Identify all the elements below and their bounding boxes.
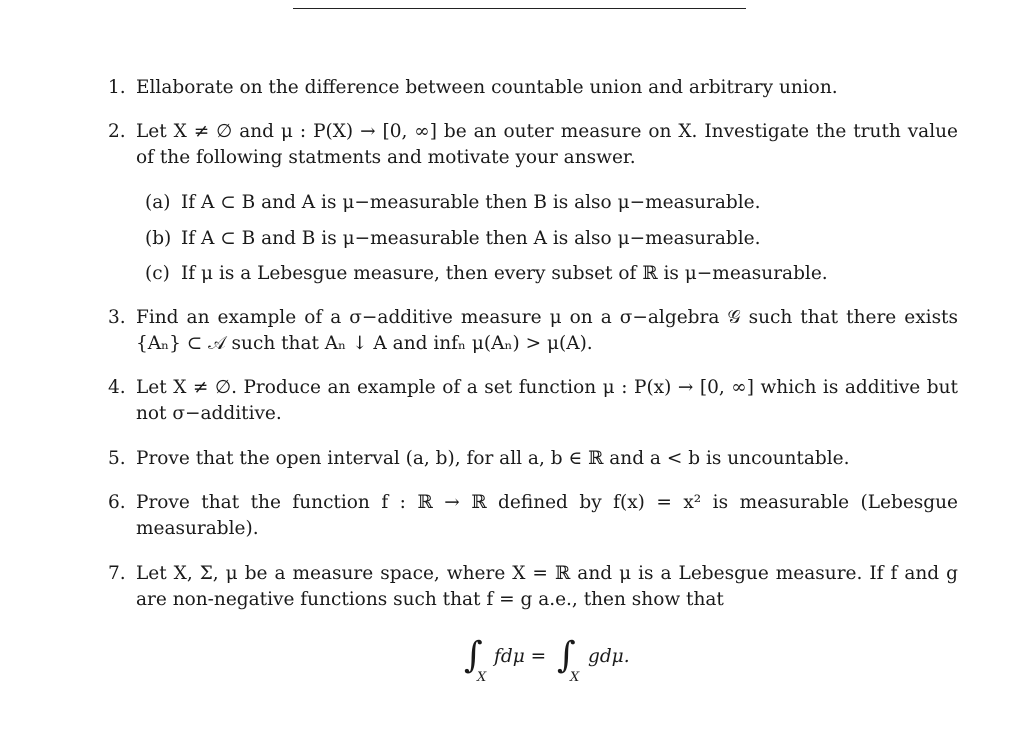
integral-equation xyxy=(460,636,660,686)
question-1 xyxy=(108,75,958,101)
question-text: Prove that the open interval (a, b), for all a, b ∈ ℝ and a < b is uncountable. xyxy=(136,448,850,469)
question-2-part-a xyxy=(145,190,945,216)
integral-domain-right: X xyxy=(570,670,580,685)
integral-domain-left: X xyxy=(477,670,487,685)
question-number: 1. xyxy=(108,77,126,98)
question-text: Ellaborate on the difference between countable union and arbitrary union. xyxy=(136,77,838,98)
part-text: If A ⊂ B and B is μ−measurable then A is also μ−measurable. xyxy=(181,228,761,249)
part-label: (c) xyxy=(145,263,170,284)
question-text: Let X, Σ, μ be a measure space, where X = ℝ and μ is a Lebesgue measure. If f and g are non-negative functions such that f = g a.e., then show that xyxy=(136,563,958,610)
part-label: (a) xyxy=(145,192,171,213)
question-2-part-c xyxy=(145,261,945,287)
question-number: 2. xyxy=(108,121,126,142)
integrand-left: fdμ = xyxy=(494,646,547,667)
question-number: 5. xyxy=(108,448,126,469)
question-5 xyxy=(108,446,958,472)
question-7 xyxy=(108,561,958,613)
question-3 xyxy=(108,305,958,357)
question-6 xyxy=(108,490,958,542)
integral-sign-right: ∫ xyxy=(557,635,576,676)
question-number: 6. xyxy=(108,492,126,513)
question-2-part-b xyxy=(145,226,945,252)
part-text: If μ is a Lebesgue measure, then every subset of ℝ is μ−measurable. xyxy=(181,263,828,284)
question-2 xyxy=(108,119,958,171)
integral-sign-left: ∫ xyxy=(464,635,483,676)
question-number: 4. xyxy=(108,377,126,398)
question-4 xyxy=(108,375,958,427)
part-label: (b) xyxy=(145,228,172,249)
question-number: 3. xyxy=(108,307,126,328)
question-text: Let X ≠ ∅ and μ : P(X) → [0, ∞] be an outer measure on X. Investigate the truth value of the following statments and motivate your answer. xyxy=(136,121,958,168)
top-rule xyxy=(293,0,746,9)
question-number: 7. xyxy=(108,563,126,584)
question-text: Prove that the function f : ℝ → ℝ defined by f(x) = x² is measurable (Lebesgue measurable). xyxy=(136,492,958,539)
question-text: Let X ≠ ∅. Produce an example of a set function μ : P(x) → [0, ∞] which is additive but not σ−additive. xyxy=(136,377,958,424)
question-text: Find an example of a σ−additive measure μ on a σ−algebra 𝒢 such that there exists {Aₙ} ⊂ 𝒜 such that Aₙ ↓ A and infₙ μ(Aₙ) > μ(A). xyxy=(136,307,958,354)
part-text: If A ⊂ B and A is μ−measurable then B is also μ−measurable. xyxy=(181,192,761,213)
integrand-right: gdμ. xyxy=(588,646,630,667)
